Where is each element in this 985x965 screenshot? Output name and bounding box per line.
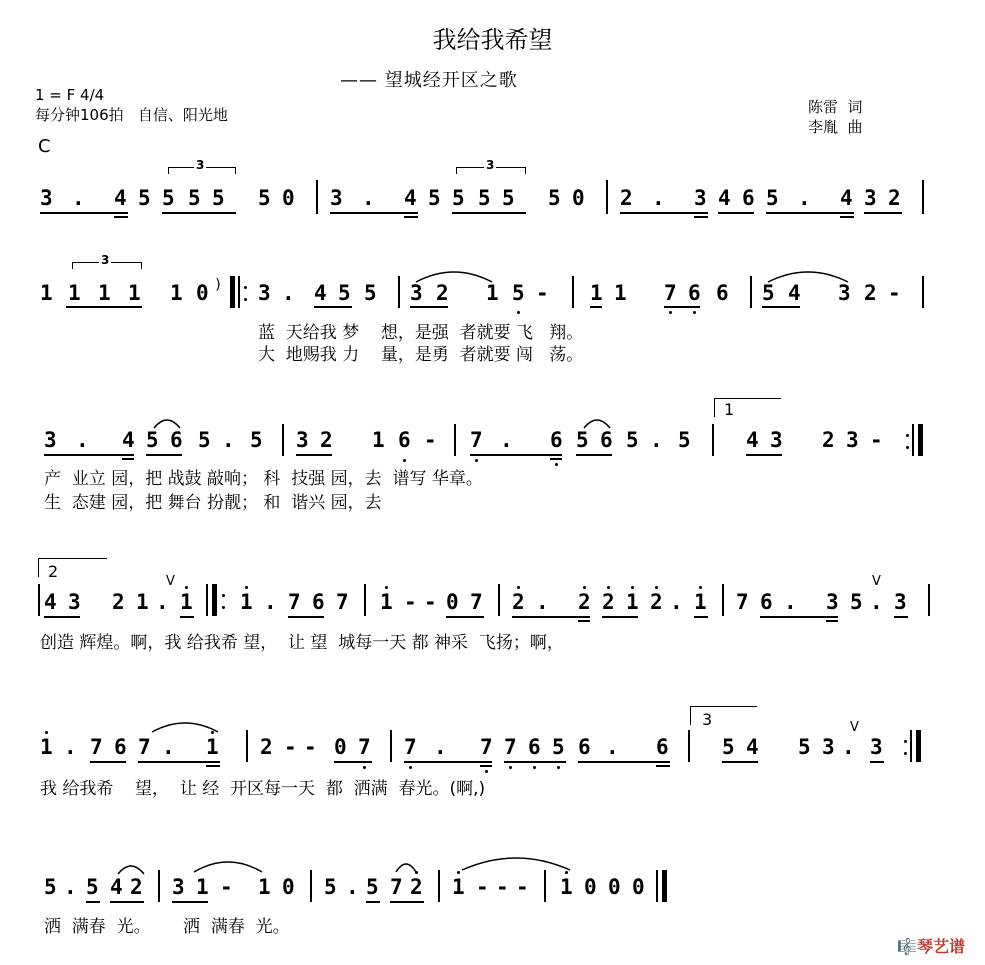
note: . — [346, 875, 359, 899]
note: 6 — [600, 428, 613, 452]
note: . — [784, 590, 797, 614]
note: 1 — [180, 590, 193, 614]
lyric-line: 洒 满春 光。 洒 满春 光。 — [44, 917, 290, 937]
barline — [282, 424, 284, 456]
note: 5 — [478, 186, 491, 210]
barline — [316, 180, 318, 214]
note: - — [888, 281, 901, 305]
note: 7 — [504, 735, 517, 759]
note: 6 — [114, 735, 127, 759]
repeat-start — [212, 584, 217, 616]
note: . — [606, 735, 619, 759]
note: 7 — [336, 590, 349, 614]
note: . — [72, 186, 85, 210]
barline — [310, 870, 312, 902]
volta-number: 1 — [724, 400, 735, 419]
note: . — [652, 186, 665, 210]
barline — [572, 276, 574, 308]
note: 3 — [864, 186, 877, 210]
note: 6 — [760, 590, 773, 614]
barline — [722, 584, 724, 616]
note: 3 — [40, 186, 53, 210]
note: - — [476, 875, 489, 899]
note: . — [264, 590, 277, 614]
logo-icon: 🎼 — [897, 937, 917, 956]
lyricist-credit: 陈雷 词 — [808, 98, 863, 116]
note: 4 — [788, 281, 801, 305]
note: 0 — [334, 735, 347, 759]
note: 2 — [410, 875, 423, 899]
repeat-end — [912, 424, 914, 456]
lyric-verse-2: 生 态建 园，把 舞台 扮靓； 和 谐兴 园，去 — [44, 493, 382, 513]
note: 3 — [410, 281, 423, 305]
barline — [246, 730, 248, 762]
note: 1 — [626, 590, 639, 614]
note: . — [76, 428, 89, 452]
note: 5 — [576, 428, 589, 452]
note: 3 — [770, 428, 783, 452]
note: 1 — [136, 590, 149, 614]
note: 3 — [172, 875, 185, 899]
barline — [398, 276, 400, 308]
note: - — [424, 428, 437, 452]
final-barline — [206, 584, 208, 616]
volta-number: 2 — [48, 562, 59, 581]
note: 2 — [436, 281, 449, 305]
barline — [750, 276, 752, 308]
note: 1 — [240, 590, 253, 614]
note: 0 — [282, 875, 295, 899]
note: 1 — [68, 281, 81, 305]
note: 3 — [822, 735, 835, 759]
note: . — [536, 590, 549, 614]
note: 4 — [114, 186, 127, 210]
note: 3 — [44, 428, 57, 452]
note: 5 — [722, 735, 735, 759]
lyric-verse-1: 蓝 天给我 梦 想，是强 者就要 飞 翔。 — [258, 323, 584, 343]
watermark-logo: 🎼琴艺谱 — [897, 937, 965, 956]
note: . — [798, 186, 811, 210]
volta-bracket — [690, 706, 757, 725]
note: 1 — [40, 281, 53, 305]
lyric-verse-1: 产 业立 园，把 战鼓 敲响； 科 技强 园，去 谱写 华章。 — [44, 469, 483, 489]
note: 5 — [678, 428, 691, 452]
note: 5 — [452, 186, 465, 210]
note: . — [670, 590, 683, 614]
note: 1 — [590, 281, 603, 305]
final-barline — [656, 870, 658, 902]
note: 2 — [112, 590, 125, 614]
note: 3 — [68, 590, 81, 614]
note: 3 — [870, 735, 883, 759]
note: 0 — [632, 875, 645, 899]
barline — [454, 424, 456, 456]
note: . — [650, 428, 663, 452]
composer-credit: 李胤 曲 — [808, 118, 863, 136]
note: 1 — [380, 590, 393, 614]
note: 3 — [296, 428, 309, 452]
note: - — [536, 281, 549, 305]
note: . — [282, 281, 295, 305]
note: 5 — [138, 186, 151, 210]
note: 1 — [206, 735, 219, 759]
note: 5 — [338, 281, 351, 305]
note: 4 — [110, 875, 123, 899]
note: 4 — [122, 428, 135, 452]
note: 5 — [502, 186, 515, 210]
note: 6 — [312, 590, 325, 614]
note: . — [870, 590, 883, 614]
note: 3 — [894, 590, 907, 614]
note: 5 — [258, 186, 271, 210]
note: 6 — [656, 735, 669, 759]
note: 0 — [608, 875, 621, 899]
note: 6 — [578, 735, 591, 759]
note: 6 — [742, 186, 755, 210]
tempo-marking: 每分钟106拍 自信、阳光地 — [35, 106, 228, 124]
song-subtitle: —— 望城经开区之歌 — [340, 70, 518, 91]
note: - — [220, 875, 233, 899]
note: 0 — [446, 590, 459, 614]
note: 6 — [398, 428, 411, 452]
note: 7 — [90, 735, 103, 759]
barline — [922, 180, 924, 214]
note: . — [500, 428, 513, 452]
note: 5 — [766, 186, 779, 210]
note: 4 — [314, 281, 327, 305]
barline — [544, 870, 546, 902]
note: . — [64, 735, 77, 759]
note: 1 — [196, 875, 209, 899]
barline — [712, 424, 714, 456]
note: 3 — [258, 281, 271, 305]
barline — [928, 584, 930, 616]
note: 4 — [718, 186, 731, 210]
barline — [498, 584, 500, 616]
note: 2 — [620, 186, 633, 210]
note: 1 — [128, 281, 141, 305]
note: 0 — [584, 875, 597, 899]
note: 1 — [372, 428, 385, 452]
note: - — [284, 735, 297, 759]
note: 2 — [320, 428, 333, 452]
repeat-start — [230, 276, 235, 308]
barline — [158, 870, 160, 902]
note: 5 — [162, 186, 175, 210]
lyric-line: 我 给我希 望， 让 经 开区每一天 都 洒满 春光。(啊,) — [40, 779, 486, 799]
note: 2 — [650, 590, 663, 614]
note: 3 — [838, 281, 851, 305]
note: 5 — [44, 875, 57, 899]
note: 4 — [44, 590, 57, 614]
note: 5 — [762, 281, 775, 305]
note: 5 — [86, 875, 99, 899]
note: . — [222, 428, 235, 452]
note: 5 — [512, 281, 525, 305]
note: . — [842, 735, 855, 759]
note: 3 — [694, 186, 707, 210]
note: 7 — [470, 428, 483, 452]
note: 1 — [40, 735, 53, 759]
note: 6 — [170, 428, 183, 452]
note: 3 — [826, 590, 839, 614]
note: 3 — [330, 186, 343, 210]
note: 4 — [746, 428, 759, 452]
note: 5 — [626, 428, 639, 452]
note: 6 — [688, 281, 701, 305]
note: 2 — [864, 281, 877, 305]
note: 5 — [198, 428, 211, 452]
note: 4 — [746, 735, 759, 759]
note: . — [64, 875, 77, 899]
chord-symbol: C — [38, 136, 51, 157]
note: 2 — [888, 186, 901, 210]
note: 1 — [452, 875, 465, 899]
note: 2 — [260, 735, 273, 759]
barline — [606, 180, 608, 214]
note: 7 — [664, 281, 677, 305]
note: 5 — [324, 875, 337, 899]
repeat-end — [910, 730, 912, 762]
note: 0 — [196, 281, 209, 305]
note: 7 — [390, 875, 403, 899]
note: 2 — [822, 428, 835, 452]
barline — [390, 730, 392, 762]
lyric-line: 创造 辉煌。啊，我 给我希 望， 让 望 城每一天 都 神采 飞扬；啊， — [40, 633, 564, 653]
triplet-number: 3 — [486, 158, 495, 172]
note: 5 — [212, 186, 225, 210]
note: 6 — [528, 735, 541, 759]
note: 7 — [736, 590, 749, 614]
note: 1 — [170, 281, 183, 305]
triplet-number: 3 — [101, 253, 110, 267]
note: 5 — [798, 735, 811, 759]
note: 5 — [364, 281, 377, 305]
note: 5 — [548, 186, 561, 210]
note: 0 — [282, 186, 295, 210]
note: 7 — [480, 735, 493, 759]
note: 5 — [850, 590, 863, 614]
note: 5 — [146, 428, 159, 452]
note: 6 — [550, 428, 563, 452]
note: 1 — [98, 281, 111, 305]
note: - — [404, 590, 417, 614]
note: 7 — [138, 735, 151, 759]
note: 2 — [130, 875, 143, 899]
note: 5 — [188, 186, 201, 210]
note: 1 — [486, 281, 499, 305]
note: 2 — [602, 590, 615, 614]
note: 1 — [560, 875, 573, 899]
note: - — [424, 590, 437, 614]
note: 1 — [258, 875, 271, 899]
note: - — [304, 735, 317, 759]
note: 7 — [358, 735, 371, 759]
note: 0 — [572, 186, 585, 210]
barline — [438, 870, 440, 902]
note: 1 — [694, 590, 707, 614]
note: . — [362, 186, 375, 210]
note: 4 — [404, 186, 417, 210]
note: 1 — [614, 281, 627, 305]
note: 7 — [404, 735, 417, 759]
note: 2 — [578, 590, 591, 614]
note: 5 — [366, 875, 379, 899]
note: 4 — [840, 186, 853, 210]
note: 7 — [470, 590, 483, 614]
note: 7 — [288, 590, 301, 614]
barline — [922, 276, 924, 308]
barline — [364, 584, 366, 616]
note: - — [516, 875, 529, 899]
note: . — [434, 735, 447, 759]
note: 6 — [716, 281, 729, 305]
barline — [688, 730, 690, 762]
note: - — [870, 428, 883, 452]
triplet-number: 3 — [196, 158, 205, 172]
note: 5 — [552, 735, 565, 759]
note: 2 — [512, 590, 525, 614]
song-title: 我给我希望 — [432, 26, 553, 54]
note: . — [156, 590, 169, 614]
key-signature: 1 = F 4/4 — [35, 86, 105, 104]
volta-number: 3 — [702, 710, 713, 729]
note: 5 — [250, 428, 263, 452]
note: 5 — [428, 186, 441, 210]
note: - — [496, 875, 509, 899]
lyric-verse-2: 大 地赐我 力 量，是勇 者就要 闯 荡。 — [258, 345, 584, 365]
note: . — [162, 735, 175, 759]
note: 3 — [846, 428, 859, 452]
